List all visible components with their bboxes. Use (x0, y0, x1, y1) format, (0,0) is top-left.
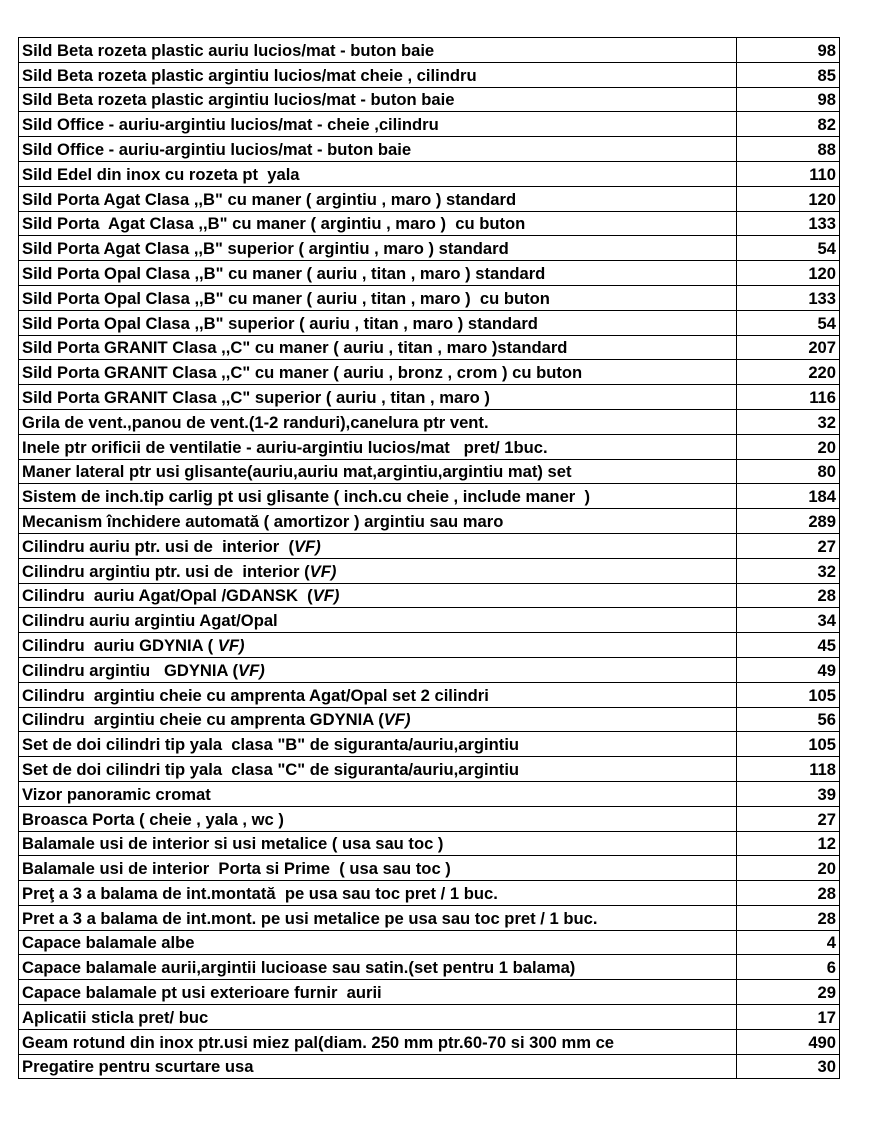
product-price: 20 (737, 434, 840, 459)
product-description-text: Mecanism închidere automată ( amortizor ) argintiu sau maro (22, 511, 504, 531)
product-description (19, 806, 737, 831)
table-row (19, 657, 840, 682)
product-price: 20 (737, 856, 840, 881)
table-row (19, 955, 840, 980)
product-price: 85 (737, 62, 840, 87)
product-description (19, 161, 737, 186)
table-row (19, 385, 840, 410)
product-description-text: Pret a 3 a balama de int.mont. pe usi metalice pe usa sau toc pret / 1 buc. (22, 908, 598, 928)
product-description-text: Sild Beta rozeta plastic auriu lucios/mat - buton baie (22, 40, 435, 60)
product-description (19, 360, 737, 385)
product-price: 105 (737, 682, 840, 707)
product-description-text: Grila de vent.,panou de vent.(1-2 randuri),canelura ptr vent. (22, 412, 489, 432)
table-row (19, 335, 840, 360)
table-row (19, 1005, 840, 1030)
table-row (19, 980, 840, 1005)
product-description (19, 434, 737, 459)
product-price: 184 (737, 484, 840, 509)
product-price: 120 (737, 186, 840, 211)
table-row (19, 186, 840, 211)
product-price: 29 (737, 980, 840, 1005)
product-description (19, 484, 737, 509)
product-description (19, 1029, 737, 1054)
product-description-text: Sild Porta GRANIT Clasa ,,C" superior ( auriu , titan , maro ) (22, 387, 490, 407)
product-description-text: Inele ptr orificii de ventilatie - auriu-argintiu lucios/mat pret/ 1buc. (22, 437, 548, 457)
product-description-text: Set de doi cilindri tip yala clasa "C" de siguranta/auriu,argintiu (22, 759, 520, 779)
product-description (19, 509, 737, 534)
product-price: 105 (737, 732, 840, 757)
product-description (19, 905, 737, 930)
product-description-text: Cilindru auriu argintiu Agat/Opal (22, 611, 278, 631)
product-price: 56 (737, 707, 840, 732)
product-description-text: Balamale usi de interior si usi metalice ( usa sau toc ) (22, 834, 444, 854)
table-row (19, 261, 840, 286)
product-price: 32 (737, 409, 840, 434)
product-price: 289 (737, 509, 840, 534)
product-description-text: Cilindru argintiu ptr. usi de interior ( (22, 561, 310, 581)
product-description-text: Pregatire pentru scurtare usa (22, 1057, 254, 1077)
price-list-table (18, 37, 840, 1079)
product-description (19, 558, 737, 583)
table-row (19, 533, 840, 558)
product-description (19, 62, 737, 87)
table-row (19, 87, 840, 112)
product-price: 54 (737, 236, 840, 261)
product-price: 133 (737, 285, 840, 310)
product-description-text: Sild Porta Opal Clasa ,,B" cu maner ( auriu , titan , maro ) cu buton (22, 288, 550, 308)
product-price: 28 (737, 881, 840, 906)
product-description (19, 385, 737, 410)
table-row (19, 633, 840, 658)
product-description-text: Sild Porta GRANIT Clasa ,,C" cu maner ( auriu , bronz , crom ) cu buton (22, 363, 583, 383)
product-description-text: Set de doi cilindri tip yala clasa "B" de siguranta/auriu,argintiu (22, 735, 520, 755)
product-description (19, 335, 737, 360)
table-row (19, 360, 840, 385)
table-row (19, 757, 840, 782)
table-row (19, 905, 840, 930)
product-description (19, 459, 737, 484)
product-description (19, 980, 737, 1005)
product-description-text: Sild Office - auriu-argintiu lucios/mat - cheie ,cilindru (22, 115, 439, 135)
product-price: 4 (737, 930, 840, 955)
product-description (19, 608, 737, 633)
product-description-note: VF) (293, 536, 321, 556)
product-description (19, 211, 737, 236)
product-description (19, 831, 737, 856)
table-row (19, 38, 840, 63)
product-description-text: Geam rotund din inox ptr.usi miez pal(diam. 250 mm ptr.60-70 si 300 mm ce (22, 1032, 615, 1052)
product-description-text: Aplicatii sticla pret/ buc (22, 1007, 209, 1027)
table-row (19, 112, 840, 137)
product-description-text: Sild Porta Agat Clasa ,,B" cu maner ( argintiu , maro ) standard (22, 189, 517, 209)
product-description-text: Sild Porta Opal Clasa ,,B" superior ( auriu , titan , maro ) standard (22, 313, 538, 333)
table-row (19, 806, 840, 831)
table-row (19, 1029, 840, 1054)
product-price: 32 (737, 558, 840, 583)
product-price: 28 (737, 583, 840, 608)
table-row (19, 781, 840, 806)
product-description-text: Cilindru auriu GDYNIA ( (22, 635, 218, 655)
product-description-text: Sild Edel din inox cu rozeta pt yala (22, 164, 300, 184)
product-description-note: VF) (217, 635, 245, 655)
product-description-text: Sild Porta Agat Clasa ,,B" superior ( argintiu , maro ) standard (22, 239, 509, 259)
product-price: 110 (737, 161, 840, 186)
table-row (19, 856, 840, 881)
table-row (19, 137, 840, 162)
product-description-text: Cilindru argintiu cheie cu amprenta GDYNIA ( (22, 710, 384, 730)
product-price: 88 (737, 137, 840, 162)
product-description-text: Preţ a 3 a balama de int.montată pe usa sau toc pret / 1 buc. (22, 883, 498, 903)
product-description (19, 707, 737, 732)
product-description-note: VF) (383, 710, 411, 730)
product-price: 17 (737, 1005, 840, 1030)
product-price: 80 (737, 459, 840, 484)
product-description (19, 310, 737, 335)
product-price: 120 (737, 261, 840, 286)
product-description-text: Sild Porta Agat Clasa ,,B" cu maner ( argintiu , maro ) cu buton (22, 214, 526, 234)
table-row (19, 434, 840, 459)
table-row (19, 211, 840, 236)
table-row (19, 484, 840, 509)
table-row (19, 161, 840, 186)
product-description (19, 137, 737, 162)
product-description-text: Sistem de inch.tip carlig pt usi glisante ( inch.cu cheie , include maner ) (22, 487, 591, 507)
product-price: 207 (737, 335, 840, 360)
product-price: 98 (737, 38, 840, 63)
product-price: 82 (737, 112, 840, 137)
product-description (19, 1005, 737, 1030)
product-description (19, 682, 737, 707)
product-description (19, 881, 737, 906)
product-price: 28 (737, 905, 840, 930)
product-price: 220 (737, 360, 840, 385)
table-row (19, 310, 840, 335)
product-description-text: Sild Beta rozeta plastic argintiu lucios/mat - buton baie (22, 90, 455, 110)
product-price: 133 (737, 211, 840, 236)
product-description-text: Capace balamale pt usi exterioare furnir aurii (22, 983, 382, 1003)
product-price: 30 (737, 1054, 840, 1079)
product-description-text: Cilindru auriu ptr. usi de interior ( (22, 536, 294, 556)
product-price: 118 (737, 757, 840, 782)
product-price: 54 (737, 310, 840, 335)
product-description (19, 732, 737, 757)
product-description-text: Vizor panoramic cromat (22, 784, 211, 804)
table-row (19, 732, 840, 757)
product-description-note: VF) (238, 660, 265, 680)
product-description-text: Balamale usi de interior Porta si Prime ( usa sau toc ) (22, 859, 451, 879)
product-description (19, 112, 737, 137)
product-description-text: Sild Office - auriu-argintiu lucios/mat - buton baie (22, 139, 412, 159)
product-description (19, 533, 737, 558)
table-row (19, 236, 840, 261)
product-description (19, 955, 737, 980)
product-description (19, 633, 737, 658)
table-row (19, 608, 840, 633)
product-price: 34 (737, 608, 840, 633)
product-price: 12 (737, 831, 840, 856)
product-price: 490 (737, 1029, 840, 1054)
table-row (19, 583, 840, 608)
product-description (19, 261, 737, 286)
table-row (19, 682, 840, 707)
product-description (19, 583, 737, 608)
product-price: 45 (737, 633, 840, 658)
product-description (19, 856, 737, 881)
price-list-body (19, 38, 840, 1079)
product-description-text: Broasca Porta ( cheie , yala , wc ) (22, 809, 284, 829)
product-description-text: Capace balamale aurii,argintii lucioase sau satin.(set pentru 1 balama) (22, 958, 576, 978)
product-description-text: Cilindru auriu Agat/Opal /GDANSK ( (22, 586, 313, 606)
product-description (19, 757, 737, 782)
table-row (19, 62, 840, 87)
product-price: 116 (737, 385, 840, 410)
product-description (19, 38, 737, 63)
product-price: 6 (737, 955, 840, 980)
product-description-note: VF) (312, 586, 340, 606)
product-price: 27 (737, 533, 840, 558)
table-row (19, 459, 840, 484)
product-description (19, 236, 737, 261)
product-description-text: Sild Beta rozeta plastic argintiu lucios/mat cheie , cilindru (22, 65, 477, 85)
product-description (19, 285, 737, 310)
table-row (19, 285, 840, 310)
product-description (19, 186, 737, 211)
product-description (19, 1054, 737, 1079)
table-row (19, 558, 840, 583)
product-price: 98 (737, 87, 840, 112)
table-row (19, 409, 840, 434)
product-description-text: Maner lateral ptr usi glisante(auriu,auriu mat,argintiu,argintiu mat) set (22, 462, 572, 482)
product-description-text: Sild Porta Opal Clasa ,,B" cu maner ( auriu , titan , maro ) standard (22, 263, 546, 283)
table-row (19, 930, 840, 955)
product-description (19, 930, 737, 955)
product-description-text: Sild Porta GRANIT Clasa ,,C" cu maner ( auriu , titan , maro )standard (22, 338, 568, 358)
product-price: 39 (737, 781, 840, 806)
product-description (19, 409, 737, 434)
table-row (19, 1054, 840, 1079)
product-description-note: VF) (309, 561, 337, 581)
product-price: 49 (737, 657, 840, 682)
product-description (19, 657, 737, 682)
table-row (19, 707, 840, 732)
product-description-text: Capace balamale albe (22, 933, 195, 953)
product-description (19, 781, 737, 806)
table-row (19, 509, 840, 534)
product-description-text: Cilindru argintiu cheie cu amprenta Agat/Opal set 2 cilindri (22, 685, 489, 705)
table-row (19, 881, 840, 906)
product-description (19, 87, 737, 112)
table-row (19, 831, 840, 856)
product-price: 27 (737, 806, 840, 831)
product-description-text: Cilindru argintiu GDYNIA ( (22, 660, 239, 680)
